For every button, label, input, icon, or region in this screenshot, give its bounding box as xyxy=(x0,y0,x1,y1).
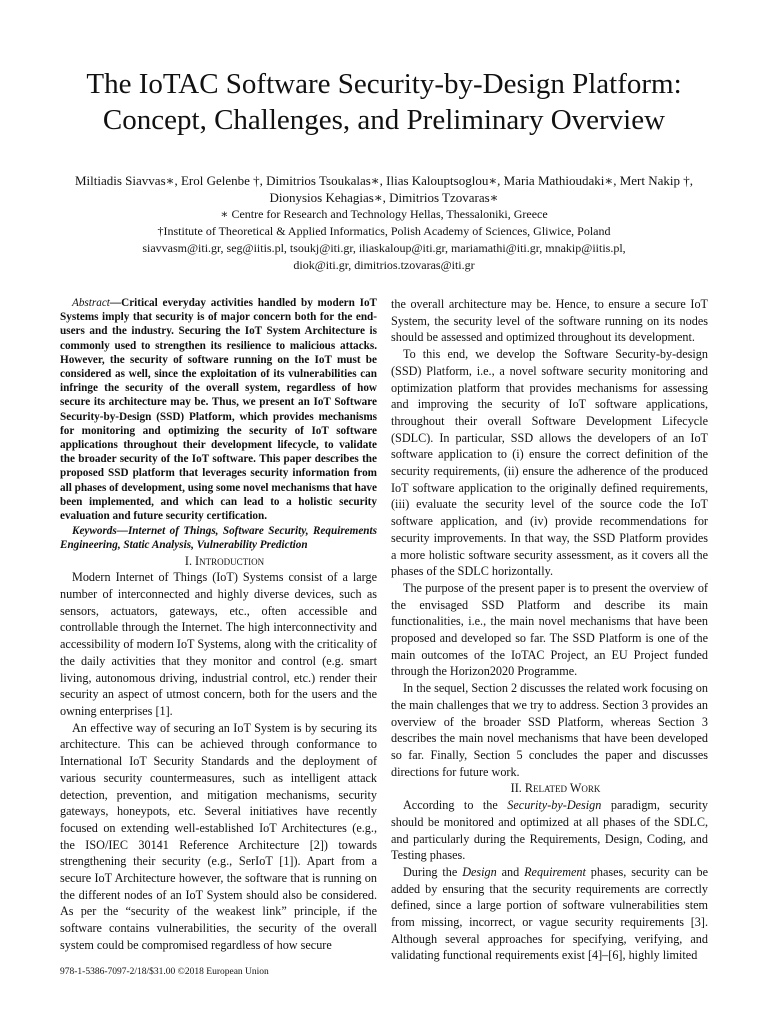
rw-p2-text-b: phases, security can be added by ensuring that the security requirements are correctly defined, since a large portion of software vulnerabilities stem from missing, incorrect, or vague security requirements [3]. Although several approaches for specifying, verifying, and validating functional requirements exist [4]–[6], highly limited xyxy=(391,864,708,963)
intro-paragraph-1: Modern Internet of Things (IoT) Systems consist of a large number of interconnected and highly diverse devices, such as sensors, actuators, gateways, etc., often accessible and controllable through the Internet. The high interconnectivity and accessibility of modern IoT Systems, along with the criticality of the daily activities that they monitor and control (e.g. smart living, autonomous driving, industrial control, etc.) render their security an aspect of utmost concern, both for the users and the owning enterprises [1]. xyxy=(60,570,377,718)
related-work-paragraph-1 xyxy=(391,797,708,864)
emails-line-1: siavvasm@iti.gr, seg@iitis.pl, tsoukj@iti.gr, iliaskaloup@iti.gr, mariamathi@iti.gr, mnakip@iitis.pl, xyxy=(142,241,626,255)
title-line-1: The IoTAC Software Security-by-Design Platform: xyxy=(86,68,682,100)
abstract xyxy=(60,296,377,523)
section-heading-related-work: II. Related Work xyxy=(510,781,601,796)
intro-paragraph-4: The purpose of the present paper is to present the overview of the envisaged SSD Platform and describe its main functionalities, i.e., the main novel mechanisms that have been proposed and developed so far. The SSD Platform is one of the main outcomes of the IoTAC Project, an EU Project funded through the Horizon2020 Programme. xyxy=(391,580,708,679)
emails-line-2: diok@iti.gr, dimitrios.tzovaras@iti.gr xyxy=(293,258,475,272)
title-line-2: Concept, Challenges, and Preliminary Overview xyxy=(102,104,666,136)
right-column xyxy=(391,296,708,964)
rw-p2-emphasis-requirement: Requirement xyxy=(524,864,586,879)
intro-paragraph-2-continued: the overall architecture may be. Hence, to ensure a secure IoT System, the security level of the software running on its nodes should be assessed and optimized throughout its development. xyxy=(391,297,708,345)
copyright-footer: 978-1-5386-7097-2/18/$31.00 ©2018 European Union xyxy=(60,967,269,977)
intro-paragraph-5: In the sequel, Section 2 discusses the related work focusing on the main challenges that we try to address. Section 3 provides an overview of the broader SSD Platform, whereas Section 3 describes the main novel mechanisms that have been developed so far. Finally, Section 5 concludes the paper and discusses directions for future work. xyxy=(391,681,708,779)
author-block xyxy=(20,172,748,274)
related-work-paragraph-2 xyxy=(391,864,708,964)
affiliation-2: †Institute of Theoretical & Applied Informatics, Polish Academy of Sciences, Gliwice, Poland xyxy=(157,224,611,238)
keywords: Keywords—Internet of Things, Software Security, Requirements Engineering, Static Analysis, Vulnerability Prediction xyxy=(60,525,377,552)
authors-line-2: Dionysios Kehagias∗, Dimitrios Tzovaras∗ xyxy=(269,190,499,205)
rw-p1-emphasis: Security-by-Design xyxy=(507,798,602,813)
rw-p1-text-b: paradigm, security should be monitored and optimized at all phases of the SDLC, and particularly during the Requirements, Design, Coding, and Testing phases. xyxy=(391,798,709,863)
left-column xyxy=(60,296,377,954)
authors-line-1: Miltiadis Siavvas∗, Erol Gelenbe †, Dimitrios Tsoukalas∗, Ilias Kalouptsoglou∗, Maria Mathioudaki∗, Mert Nakip †, xyxy=(74,173,694,188)
rw-p2-emphasis-design: Design xyxy=(462,864,497,879)
rw-p1-text-a: According to the xyxy=(403,798,508,813)
affiliation-1: ∗ Centre for Research and Technology Hellas, Thessaloniki, Greece xyxy=(220,207,548,221)
rw-p2-text-mid: and xyxy=(496,864,525,879)
intro-paragraph-2: An effective way of securing an IoT System is by securing its architecture. This can be achieved through conformance to International IoT Security Standards and the deployment of various security countermeasures, such as intelligent attack detection, prevention, and mitigation mechanisms, security gateways, honeypots, etc. Several initiatives have recently focused on extending well-established IoT Architectures (e.g., the ISO/IEC 30141 Reference Architecture [2]) towards strengthening their security (e.g., SerIoT [1]). Apart from a secure IoT Architecture however, the software that is running on the different nodes of an IoT System should also be considered. As per the “security of the weakest link” principle, if the software contains vulnerabilities, the security of the overall system could be compromised regardless of how secure xyxy=(60,720,377,952)
section-heading-introduction: I. Introduction xyxy=(184,553,265,568)
abstract-text: —Critical everyday activities handled by modern IoT Systems imply that security is of major concern both for the end-users and the industry. Securing the IoT System Architecture is commonly used to strengthen its resilience to malicious attacks. However, the security of software running on the IoT must be considered as well, since the exploitation of its vulnerabilities can infringe the security of the overall system, regardless of how secure its architecture may be. Thus, we present an IoT Software Security-by-Design (SSD) Platform, which provides mechanisms for monitoring and optimizing the security of IoT software applications throughout their development lifecycle, to validate the broader security of the IoT software. This paper describes the proposed SSD platform that leverages security information from all phases of development, using some novel mechanisms that have been implemented, and which can lead to a holistic security evaluation and future security certification. xyxy=(60,297,377,523)
paper-title xyxy=(30,66,738,138)
abstract-lead: Abstract xyxy=(72,297,110,309)
rw-p2-text-a: During the xyxy=(403,864,463,879)
intro-paragraph-3: To this end, we develop the Software Security-by-design (SSD) Platform, i.e., a novel software security monitoring and optimization platform that provides mechanisms for assessing and improving the security of IoT software applications, throughout their overall Software Development Lifecycle (SDLC). In particular, SSD allows the developers of an IoT software application to (i) ensure the correct definition of the security requirements, (ii) ensure the adherence of the produced IoT software application to the originally defined requirements, (iii) evaluate the security level of the source code the IoT software application, and (iv) provide recommendations for security improvements. In that way, the SSD Platform provides a more holistic software security assessment, as it covers all the phases of the SDLC horizontally. xyxy=(391,347,708,579)
